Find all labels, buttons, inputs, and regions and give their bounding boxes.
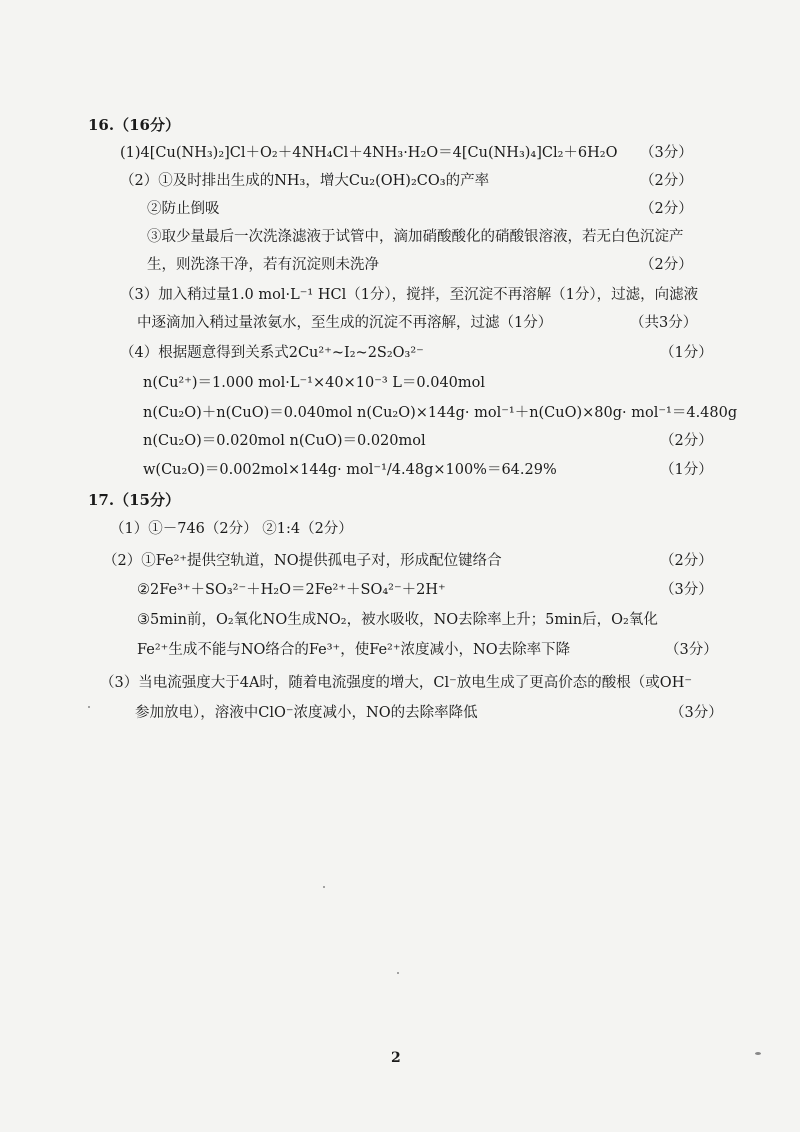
q16-part2b-score: （2分） <box>640 201 693 217</box>
q16-part4-line3: n(Cu₂O)＋n(CuO)＝0.040mol n(Cu₂O)×144g· mol⁻¹＋n(CuO)×80g· mol⁻¹＝4.480g <box>143 405 738 421</box>
q16-part2b-text: ②防止倒吸 <box>147 201 220 217</box>
scan-speck <box>397 972 399 974</box>
q16-part4-line5: w(Cu₂O)＝0.002mol×144g· mol⁻¹/4.48g×100%＝64.29% <box>143 462 557 478</box>
page-number: 2 <box>391 1050 401 1066</box>
q16-part2c-line1: ③取少量最后一次洗涤滤液于试管中，滴加硝酸酸化的硝酸银溶液，若无白色沉淀产 <box>147 229 684 245</box>
q16-heading: 16.（16分） <box>88 116 180 134</box>
q16-part1-text: (1)4[Cu(NH₃)₂]Cl＋O₂＋4NH₄Cl＋4NH₃·H₂O＝4[Cu(NH₃)₄]Cl₂＋6H₂O <box>120 145 618 161</box>
q17-part1-text: （1）①－746（2分） ②1:4（2分） <box>110 521 353 537</box>
q17-part2b-score: （3分） <box>660 582 713 598</box>
q17-part2c-line1: ③5min前，O₂氧化NO生成NO₂，被水吸收，NO去除率上升；5min后，O₂氧化 <box>137 612 658 628</box>
q17-part2c-line2: Fe²⁺生成不能与NO络合的Fe³⁺，使Fe²⁺浓度减小，NO去除率下降 <box>137 642 571 658</box>
q16-part3-line1: （3）加入稍过量1.0 mol·L⁻¹ HCl（1分），搅拌，至沉淀不再溶解（1分），过滤，向滤液 <box>120 287 699 303</box>
q17-part2a-score: （2分） <box>660 553 713 569</box>
q17-part3-line2: 参加放电），溶液中ClO⁻浓度减小，NO的去除率降低 <box>135 705 478 721</box>
q16-part4-line1-score: （1分） <box>660 345 713 361</box>
q17-part2a-text: （2）①Fe²⁺提供空轨道，NO提供孤电子对，形成配位键络合 <box>103 553 502 569</box>
scan-speck <box>755 1052 761 1055</box>
q16-part3-score: （共3分） <box>630 315 698 331</box>
q16-part2a-score: （2分） <box>640 173 693 189</box>
scan-speck <box>323 886 325 888</box>
q16-part2a-text: （2）①及时排出生成的NH₃，增大Cu₂(OH)₂CO₃的产率 <box>120 173 490 189</box>
q17-part2c-score: （3分） <box>665 642 718 658</box>
q16-part4-line4: n(Cu₂O)＝0.020mol n(CuO)＝0.020mol <box>143 433 426 449</box>
q16-part4-line4-score: （2分） <box>660 433 713 449</box>
q16-part4-line1: （4）根据题意得到关系式2Cu²⁺~I₂~2S₂O₃²⁻ <box>120 345 424 361</box>
q17-heading: 17.（15分） <box>88 491 180 509</box>
scan-speck <box>88 706 90 708</box>
q16-part4-line2: n(Cu²⁺)＝1.000 mol·L⁻¹×40×10⁻³ L＝0.040mol <box>143 375 486 391</box>
q17-part2b-text: ②2Fe³⁺＋SO₃²⁻＋H₂O＝2Fe²⁺＋SO₄²⁻＋2H⁺ <box>137 582 446 598</box>
q16-part2c-score: （2分） <box>640 257 693 273</box>
q17-part3-score: （3分） <box>670 705 723 721</box>
q16-part3-line2: 中逐滴加入稍过量浓氨水，至生成的沉淀不再溶解，过滤（1分） <box>137 315 553 331</box>
q16-part1-score: （3分） <box>640 145 693 161</box>
q17-part3-line1: （3）当电流强度大于4A时，随着电流强度的增大，Cl⁻放电生成了更高价态的酸根（或OH⁻ <box>100 675 692 691</box>
q16-part4-line5-score: （1分） <box>660 462 713 478</box>
q16-part2c-line2: 生，则洗涤干净，若有沉淀则未洗净 <box>147 257 379 273</box>
